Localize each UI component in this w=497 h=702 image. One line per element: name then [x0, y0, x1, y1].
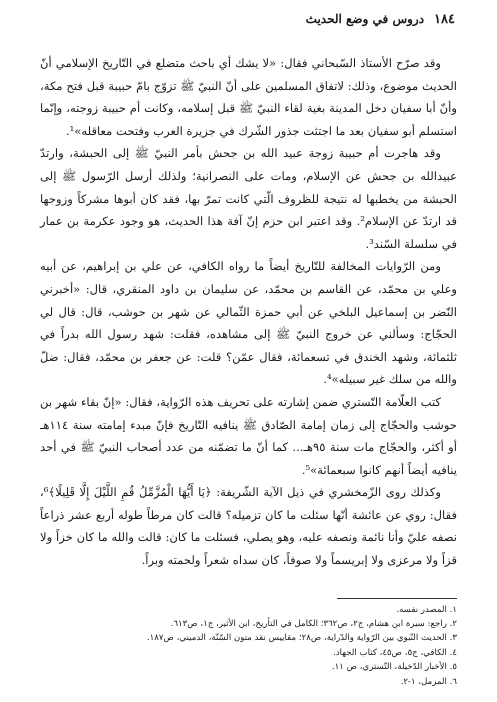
footnotes — [40, 603, 457, 689]
paragraph: وقد هاجرت أم حبيبة زوجة عبيد الله بن جحش بأمر النبيّ ﷺ إلى الحبشة، وارتدّ عبيدالله بن جحش عن الإسلام، ومات على النصرانية؛ ولذلك أرسل الرّسول ﷺ إلى الحبشة من يخطبها له نتيجة للظروف الّتي كانت تمرّ بها، فقد كان أبوها مشركاً وزوجها قد ارتدّ عن الإسلام². وقد اعتبر ابن حزم إنّ آفة هذا الحديث، هو وجود عكرمة بن عمار في سلسلة السّند³. — [40, 146, 457, 251]
page-number: ١٨٤ — [434, 12, 455, 27]
paragraph: وكذلك روى الزّمخشري في ذيل الآية الشّريفة: ﴿يَا أَيُّهَا الْمُزَّمِّلُ قُمِ اللَّيْلَ إِلَّا قَلِيلًا﴾⁶، فقال: روي عن عائشة أنّها سئلت ما كان تزميله؟ قالت كان مرطاً طوله أربع عشر ذراعاً نصفه عليّ وأنا نائمة ونصفه عليه، وهو يصلي، فسئلت ما كان: قالت والله ما كان خزاً ولا قزاً ولا مرعزى ولا إبريسماً ولا صوفاً، كان سداه شعراً ولحمته وبراً. — [40, 485, 457, 568]
footnote-divider — [337, 598, 457, 599]
running-header — [40, 12, 457, 30]
footnote: ١. المصدر نفسه. — [396, 604, 457, 615]
footnote: ٥. الأخبار الدّخيلة، التّستري، ص ١١. — [331, 662, 457, 673]
paragraph: ومن الرّوايات المخالفة للتّاريخ أيضاً ما رواه الكافي، عن علي بن إبراهيم، عن أبيه وعلي بن محمّد، عن القاسم بن محمّد، عن سليمان بن داود المنقري، قال: «أخبرني النّضر بن إسماعيل البلخي عن أبي حمزة الثّمالي عن شهر بن حوشب، قال: قال لي الحجّاج: وسألني عن خروج النبيّ ﷺ إلى مشاهده، فقلت: شهد رسول الله بدراً في ثلثمائة، وشهد الخندق في تسعمائة، فقال عمّن؟ قلت: عن جعفر بن محمّد، فقال: ضلّ والله من سلك غير سبيله»⁴. — [40, 259, 457, 387]
footnote: ٢. راجع: سيرة ابن هشام، ج٢، ص٣٦٢؛ الكامل في التأريخ، ابن الأثير، ج١، ص٦١٣. — [170, 619, 457, 630]
book-title: دروس في وضع الحديث — [305, 12, 425, 26]
footnote: ٦. المزمل، ١-٢. — [400, 676, 457, 687]
paragraph: كتب العلّامة التّستري ضمن إشارته على تحريف هذه الرّواية، فقال: «إنّ بقاء شهر بن حوشب والحجّاج إلى زمان إمامة الصّادق ﷺ ينافيه التّاريخ فإنّ مبدء إمامته سنة ١١٤هـ أو أكثر، والحجّاج مات سنة ٩٥هـ... كما أنّ ما تضمّنه من عدد أصحاب النبيّ ﷺ في أحد ينافيه أيضاً أنهم كانوا سبعمائة»⁵. — [40, 394, 457, 477]
paragraph: وقد صرّح الأستاذ السّبحاني فقال: «لا يشك أي باحث متضلع في التّاريخ الإسلامي أنّ الحديث موضوع، وذلك: لاتفاق المسلمين على أنّ النبيّ ﷺ تزوّج بامّ حبيبة قبل فتح مكة، وأنّ أبا سفيان دخل المدينة بغية لقاء النبيّ ﷺ قبل إسلامه، وكانت أم حبيبة زوجته، وإنّما استسلم أبو سفيان بعد ما اجتثت جذور الشّرك في جزيرة العرب وفتحت معاقله»¹. — [40, 56, 457, 138]
footnote: ٤. الكافي، ج٥، ص٤٥، كتاب الجهاد. — [333, 647, 457, 658]
footnote: ٣. الحديث النّبوي بين الرّواية والدّراية، ص٢٨؛ مقاييس نقد متون السّنّة، الدميني، ص١٨٧. — [146, 633, 457, 644]
main-text — [40, 52, 457, 572]
